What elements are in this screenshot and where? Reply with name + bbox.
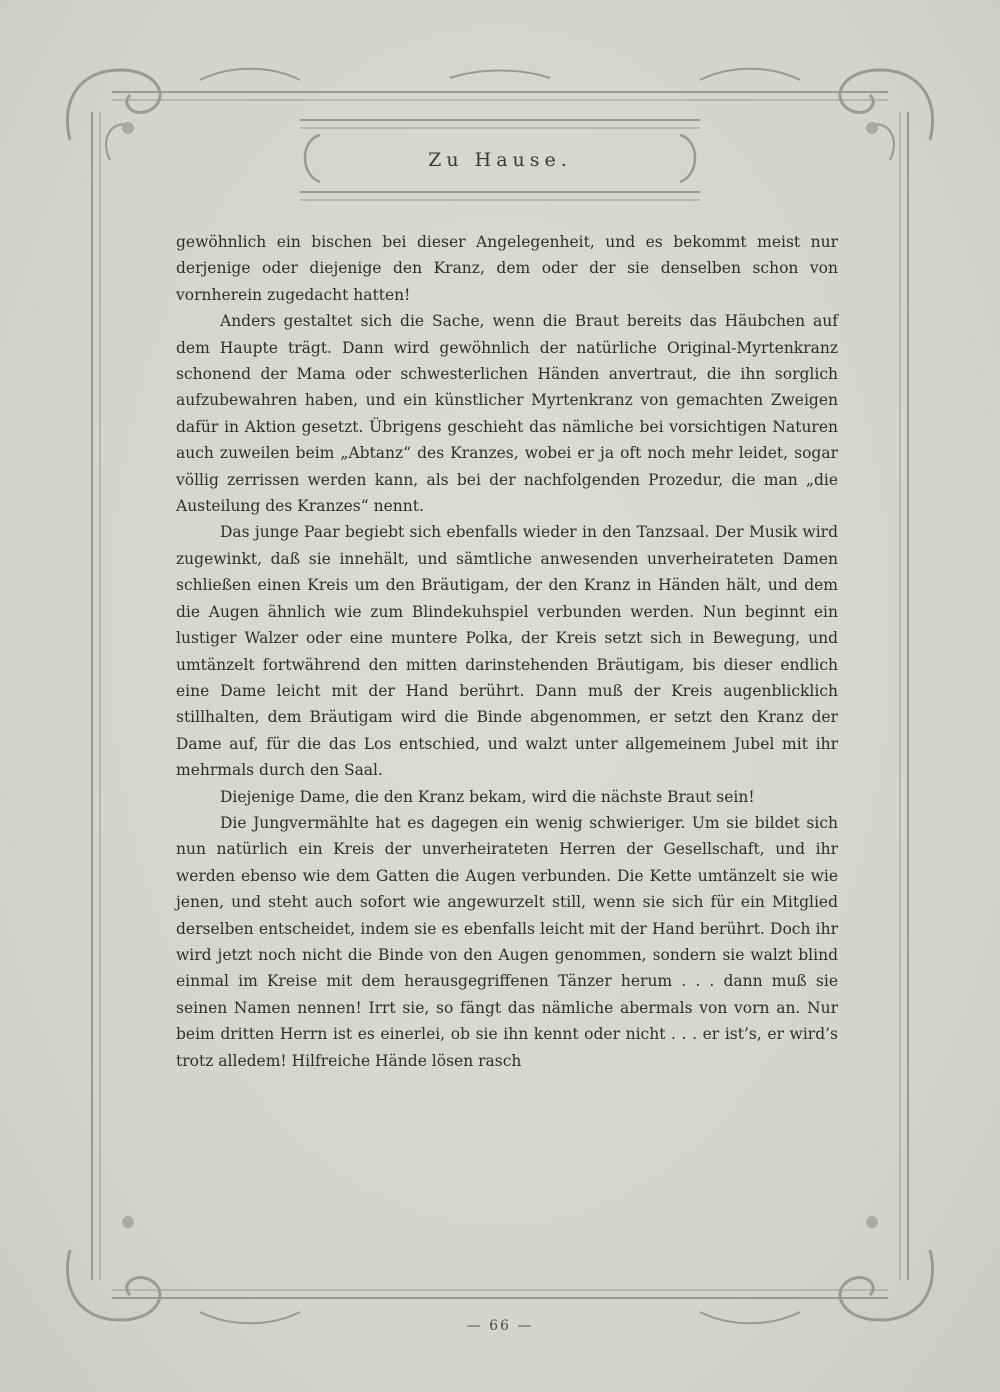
body-text (176, 229, 838, 1074)
paragraph-1: gewöhnlich ein bischen bei dieser Angelegenheit, und es bekommt meist nur derjenige oder diejenige den Kranz, dem oder der sie denselben schon von vornherein zugedacht hatten! (176, 233, 838, 304)
header-title: Zu Hause. (428, 149, 572, 171)
paragraph-2: Anders gestaltet sich die Sache, wenn die Braut bereits das Häubchen auf dem Haupte trägt. Dann wird gewöhnlich der natürliche Original-Myrtenkranz schonend der Mama oder schwesterlichen Händen anvertraut, die ihn sorglich aufzubewahren haben, und ein künstlicher Myrtenkranz von gemachten Zweigen dafür in Aktion gesetzt. Übrigens geschieht das nämliche bei vorsichtigen Naturen auch zuweilen beim „Abtanz“ des Kranzes, wobei er ja oft noch mehr leidet, sogar völlig zerrissen werden kann, als bei der nachfolgenden Prozedur, die man „die Austeilung des Kranzes“ nennt. (176, 312, 838, 516)
running-header (310, 138, 690, 182)
paragraph-4: Diejenige Dame, die den Kranz bekam, wird die nächste Braut sein! (220, 787, 755, 806)
page-number: — 66 — (466, 1318, 534, 1334)
paragraph-5: Die Jungvermählte hat es dagegen ein wenig schwieriger. Um sie bildet sich nun natürlich ein Kreis der unverheirateten Herren der Gesellschaft, und ihr werden ebenso wie dem Gatten die Augen verbunden. Die Kette umtänzelt sie wie jenen, und steht auch sofort wie angewurzelt still, wenn sie sich für ein Mitglied derselben entscheidet, indem sie es ebenfalls leicht mit der Hand berührt. Doch ihr wird jetzt noch nicht die Binde von den Augen genommen, sondern sie walzt blind einmal im Kreise mit dem herausgegriffenen Tänzer herum . . . dann muß sie seinen Namen nennen! Irrt sie, so fängt das nämliche abermals von vorn an. Nur beim dritten Herrn ist es einerlei, ob sie ihn kennt oder nicht . . . er ist’s, er wird’s trotz alledem! Hilfreiche Hände lösen rasch (176, 813, 838, 1070)
paragraph-3: Das junge Paar begiebt sich ebenfalls wieder in den Tanzsaal. Der Musik wird zugewinkt, daß sie innehält, und sämtliche anwesenden unverheirateten Damen schließen einen Kreis um den Bräutigam, der den Kranz in Händen hält, und dem die Augen ähnlich wie zum Blindekuhspiel verbunden werden. Nun beginnt ein lustiger Walzer oder eine muntere Polka, der Kreis setzt sich in Bewegung, und umtänzelt fortwährend den mitten darinstehenden Bräutigam, bis dieser endlich eine Dame leicht mit der Hand berührt. Dann muß der Kreis augenblicklich stillhalten, dem Bräutigam wird die Binde abgenommen, er setzt den Kranz der Dame auf, für die das Los entschied, und walzt unter allgemeinem Jubel mit ihr mehrmals durch den Saal. (176, 523, 838, 780)
